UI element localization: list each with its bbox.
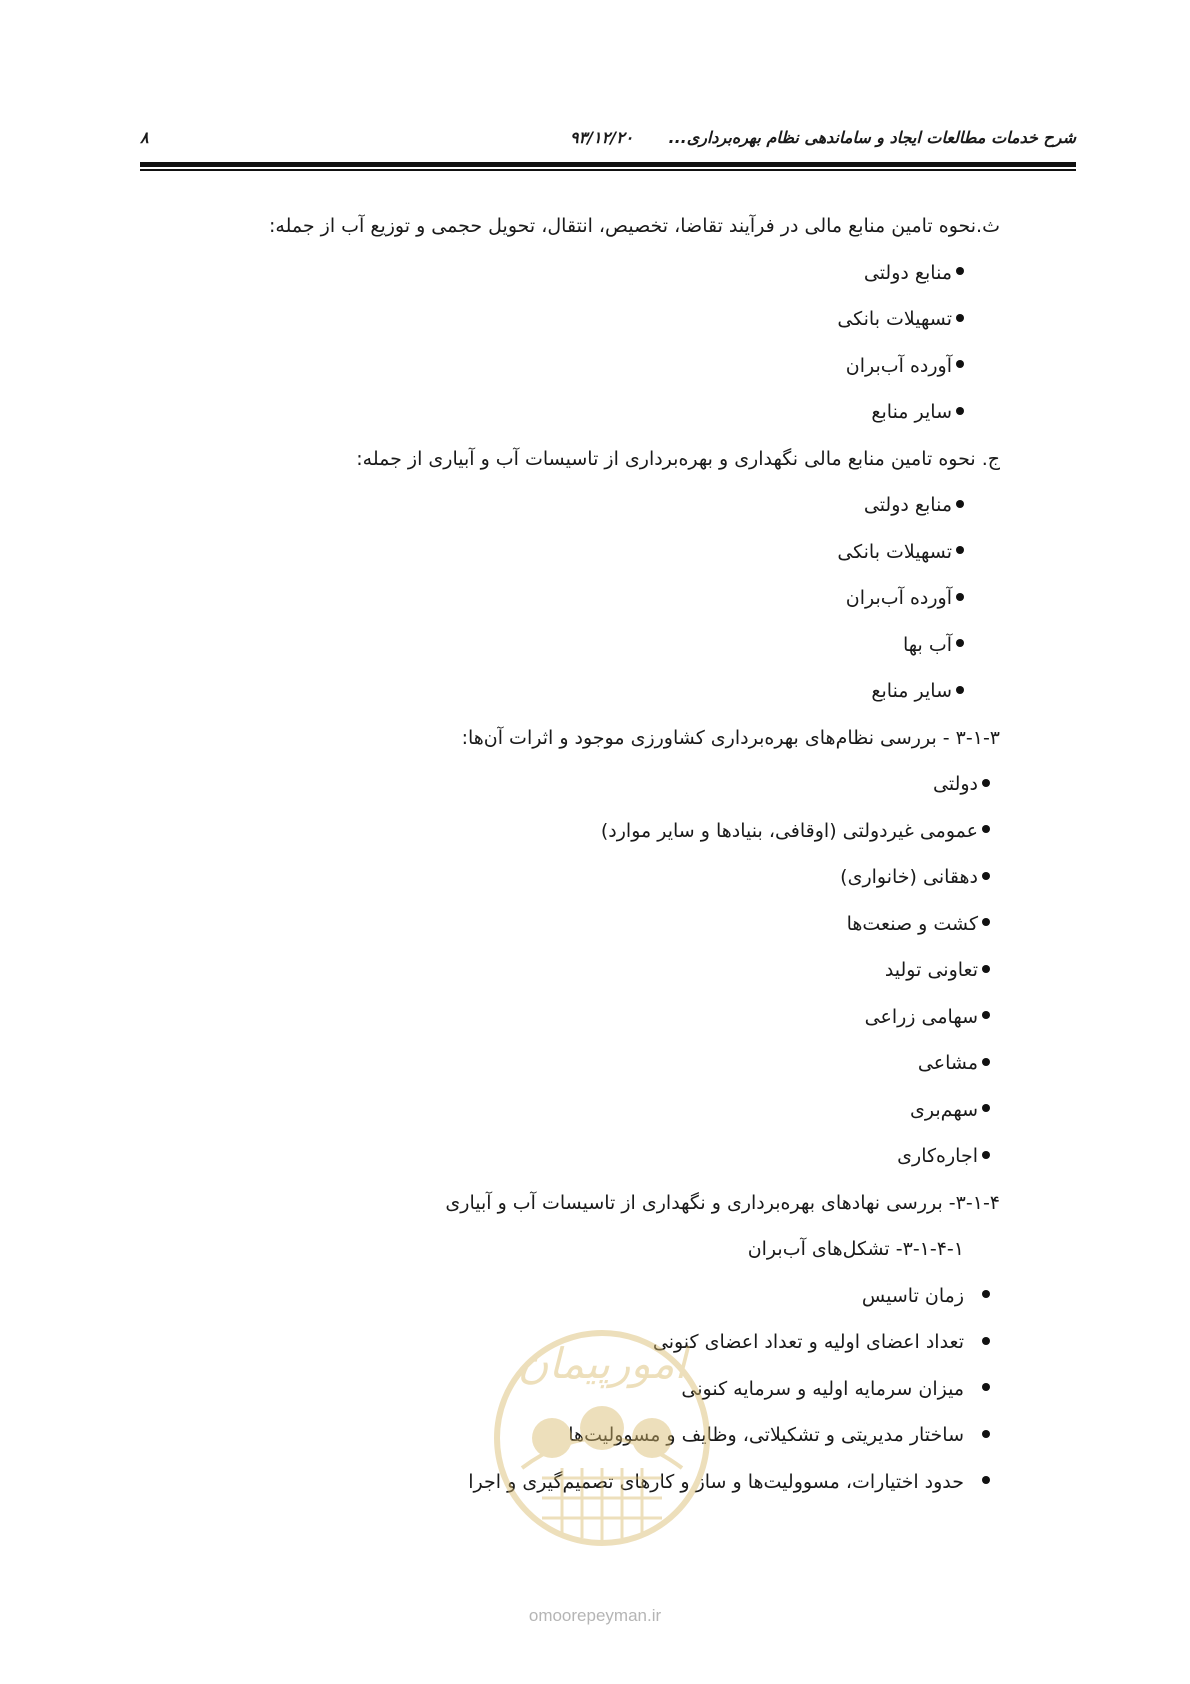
list-item: سایر منابع	[269, 398, 1000, 445]
svg-text:امورپیمان: امورپیمان	[517, 1339, 687, 1388]
bullet-icon	[982, 1290, 990, 1298]
header-rule-thin	[140, 169, 1076, 171]
list-item: دولتی	[269, 770, 1000, 817]
list-item: سایر منابع	[269, 677, 1000, 724]
bullet-icon	[982, 1383, 990, 1391]
list-item: کشت و صنعت‌ها	[269, 910, 1000, 957]
bullet-icon	[982, 1151, 990, 1159]
list-item: منابع دولتی	[269, 259, 1000, 306]
bullet-icon	[956, 267, 964, 275]
list-item: اجاره‌کاری	[269, 1142, 1000, 1189]
bullet-icon	[956, 593, 964, 601]
list-item: آب بها	[269, 631, 1000, 678]
list-item: منابع دولتی	[269, 491, 1000, 538]
bullet-icon	[982, 1476, 990, 1484]
bullet-icon	[982, 1011, 990, 1019]
bullet-icon	[982, 1337, 990, 1345]
list-item: آورده آب‌بران	[269, 584, 1000, 631]
list-item: حدود اختیارات، مسوولیت‌ها و ساز و کارهای تصمیم‌گیری و اجرا	[269, 1468, 1000, 1515]
header-date: ۹۳/۱۲/۲۰	[570, 128, 634, 147]
list-item: مشاعی	[269, 1049, 1000, 1096]
bullet-icon	[982, 872, 990, 880]
section-heading: ج. نحوه تامین منابع مالی نگهداری و بهره‌برداری از تاسیسات آب و آبیاری از جمله:	[356, 447, 1000, 470]
bullet-icon	[956, 546, 964, 554]
bullet-icon	[956, 639, 964, 647]
list-item: تعاونی تولید	[269, 956, 1000, 1003]
list-item: تسهیلات بانکی	[269, 538, 1000, 585]
list-item: ساختار مدیریتی و تشکیلاتی، وظایف و مسوولیت‌ها	[269, 1421, 1000, 1468]
page-header	[140, 128, 1076, 154]
list-item: تسهیلات بانکی	[269, 305, 1000, 352]
list-item: سهامی زراعی	[269, 1003, 1000, 1050]
list-item: آورده آب‌بران	[269, 352, 1000, 399]
bullet-icon	[982, 1104, 990, 1112]
watermark-site: omoorepeyman.ir	[528, 1606, 662, 1625]
section-heading: ث.نحوه تامین منابع مالی در فرآیند تقاضا، تخصیص، انتقال، تحویل حجمی و توزیع آب از جمله:	[269, 215, 1000, 237]
list-item: میزان سرمایه اولیه و سرمایه کنونی	[269, 1375, 1000, 1422]
subsection-heading: ۳-۱-۴-۱- تشکل‌های آب‌بران	[747, 1238, 964, 1260]
header-title: شرح خدمات مطالعات ایجاد و ساماندهی نظام بهره‌برداری...	[668, 128, 1076, 147]
section-heading: ۳-۱-۳ - بررسی نظام‌های بهره‌برداری کشاورزی موجود و اثرات آن‌ها:	[461, 726, 1000, 749]
bullet-icon	[956, 407, 964, 415]
bullet-icon	[982, 779, 990, 787]
bullet-icon	[956, 686, 964, 694]
section-heading: ۳-۱-۴- بررسی نهادهای بهره‌برداری و نگهداری از تاسیسات آب و آبیاری	[445, 1191, 1000, 1214]
list-item: سهم‌بری	[269, 1096, 1000, 1143]
bullet-icon	[982, 1058, 990, 1066]
page-number: ۸	[140, 128, 149, 147]
watermark-seal-icon	[482, 1318, 722, 1558]
list-item: زمان تاسیس	[269, 1282, 1000, 1329]
bullet-icon	[956, 500, 964, 508]
header-rule-thick	[140, 162, 1076, 167]
list-item: دهقانی (خانواری)	[269, 863, 1000, 910]
bullet-icon	[982, 1430, 990, 1438]
bullet-icon	[956, 314, 964, 322]
bullet-icon	[982, 918, 990, 926]
bullet-icon	[982, 825, 990, 833]
list-item: عمومی غیردولتی (اوقافی، بنیادها و سایر موارد)	[269, 817, 1000, 864]
bullet-icon	[982, 965, 990, 973]
list-item: تعداد اعضای اولیه و تعداد اعضای کنونی	[269, 1328, 1000, 1375]
bullet-icon	[956, 360, 964, 368]
